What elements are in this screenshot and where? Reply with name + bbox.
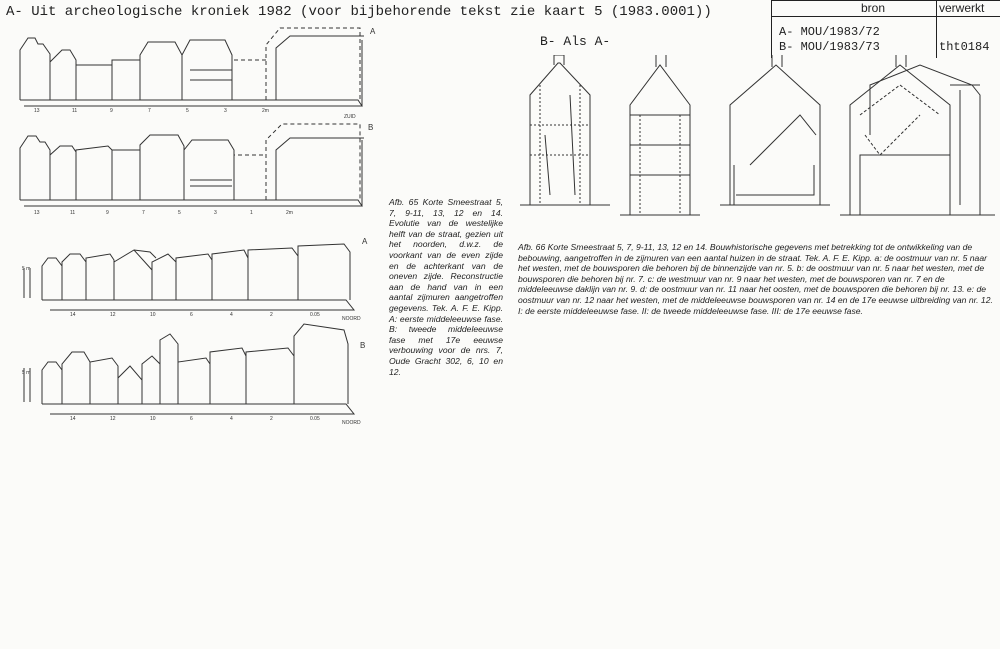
house-number-label: 12 bbox=[110, 312, 116, 318]
svg-text:B: B bbox=[360, 341, 366, 350]
house-number-label: 2 bbox=[270, 416, 273, 422]
section-a bbox=[520, 55, 610, 205]
scale-label: 5 m bbox=[22, 370, 31, 376]
house-number-label: 2m bbox=[286, 210, 293, 216]
house-number-label: 5 bbox=[186, 108, 189, 114]
house-number-label: 7 bbox=[148, 108, 151, 114]
house-number-label: 2 bbox=[270, 312, 273, 318]
house-number-label: 6 bbox=[190, 312, 193, 318]
section-drawings bbox=[520, 55, 1000, 235]
source-row: A- MOU/1983/72 bbox=[779, 25, 880, 39]
house-number-label: 9 bbox=[110, 108, 113, 114]
scale-label: 5 m bbox=[22, 266, 31, 272]
elevation-row-1 bbox=[20, 28, 364, 106]
svg-text:A: A bbox=[370, 27, 376, 36]
svg-text:ZUID: ZUID bbox=[344, 114, 356, 120]
house-number-label: 10 bbox=[150, 312, 156, 318]
svg-text:A: A bbox=[362, 237, 368, 246]
section-c bbox=[720, 55, 830, 205]
house-number-label: 7 bbox=[142, 210, 145, 216]
house-number-label: 4 bbox=[230, 312, 233, 318]
section-d bbox=[840, 55, 960, 215]
source-row: B- MOU/1983/73 bbox=[779, 40, 880, 54]
svg-text:NOORD: NOORD bbox=[342, 316, 361, 322]
house-number-label: 4 bbox=[230, 416, 233, 422]
processed-code: tht0184 bbox=[939, 40, 990, 54]
house-number-label: 5 bbox=[178, 210, 181, 216]
column-header-verwerkt: verwerkt bbox=[939, 1, 985, 15]
house-number-label: 0.05 bbox=[310, 312, 320, 318]
house-number-label: 12 bbox=[110, 416, 116, 422]
house-number-label: 13 bbox=[34, 210, 40, 216]
house-number-label: 13 bbox=[34, 108, 40, 114]
elevation-row-3 bbox=[24, 244, 354, 310]
svg-text:B: B bbox=[368, 123, 374, 132]
table-rule bbox=[936, 0, 937, 58]
house-number-label: 1 bbox=[250, 210, 253, 216]
section-e bbox=[870, 65, 995, 215]
column-header-bron: bron bbox=[861, 1, 886, 15]
house-number-label: 10 bbox=[150, 416, 156, 422]
house-number-label: 11 bbox=[70, 210, 76, 216]
house-number-label: 3 bbox=[214, 210, 217, 216]
section-b bbox=[620, 55, 700, 215]
elevation-row-2 bbox=[20, 124, 364, 206]
house-number-label: 9 bbox=[106, 210, 109, 216]
figure-b-label: B- Als A- bbox=[540, 34, 611, 49]
house-number-label: 6 bbox=[190, 416, 193, 422]
elevation-row-4 bbox=[24, 324, 354, 414]
elevation-drawings bbox=[0, 0, 390, 430]
house-number-label: 0.05 bbox=[310, 416, 320, 422]
table-rule bbox=[771, 16, 1000, 17]
caption-afb66: Afb. 66 Korte Smeestraat 5, 7, 9-11, 13, 12 en 14. Bouwhistorische gegevens met betrekking tot de ontwikkeling van de bebouwing, aangetroffen in de zijmuren van een aantal huizen in de straat. Tek. A. F. E. Kipp. a: de oostmuur van nr. 5 naar het westen, met de bouwsporen die behoren bij de binnenzijde van nr. 5. b: de oostmuur van nr. 5 naar het westen, met de bouwsporen die behoren bij nr. 7. c: de westmuur van nr. 9 naar het westen, met de bouwsporen van nr. 7 en de middeleeuwse daklijn van nr. 9. d: de oostmuur van nr. 11 naar het oosten, met de bouwsporen die behoren bij nr. 13. e: de oostmuur van nr. 12 naar het westen, met de middeleeuwse bouwsporen van nr. 14 en de 17e eeuwse uitbreiding van nr. 12. I: de eerste middeleeuwse fase. II: de tweede middeleeuwse fase. III: de 17e eeuwse fase. bbox=[518, 242, 993, 316]
house-number-label: 14 bbox=[70, 416, 76, 422]
house-number-label: 3 bbox=[224, 108, 227, 114]
caption-afb65: Afb. 65 Korte Smeestraat 5, 7, 9-11, 13, 12 en 14. Evolutie van de westelijke helft van de straat, gezien uit het noorden, d.w.z. de voorkant van de even zijde en de achterkant van de oneven zijde. Reconstructie aan de hand van in een aantal zijmuren aangetroffen gegevens. Tek. A. F. E. Kipp. A: eerste middeleeuwse fase. B: tweede middeleeuwse fase met 17e eeuwse verbouwing voor de nrs. 7, Oude Gracht 302, 6, 10 en 12. bbox=[389, 197, 503, 377]
house-number-label: 2m bbox=[262, 108, 269, 114]
svg-text:NOORD: NOORD bbox=[342, 420, 361, 426]
source-table bbox=[771, 0, 1000, 58]
page-title: A- Uit archeologische kroniek 1982 (voor bijbehorende tekst zie kaart 5 (1983.0001)) bbox=[6, 4, 712, 20]
house-number-label: 11 bbox=[72, 108, 78, 114]
house-number-label: 14 bbox=[70, 312, 76, 318]
table-rule bbox=[771, 0, 772, 58]
